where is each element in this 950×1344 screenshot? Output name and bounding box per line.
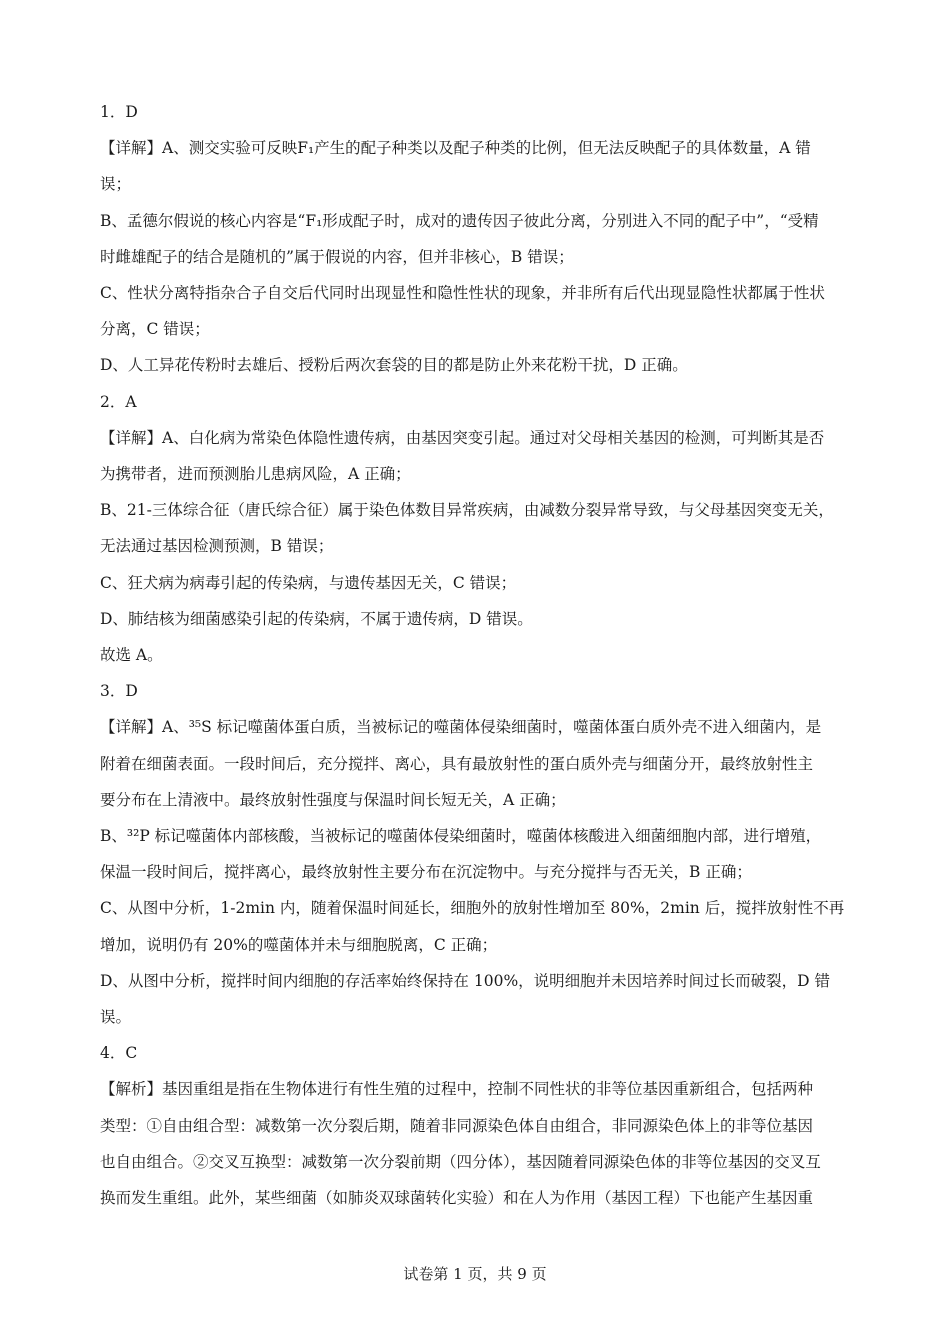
explanation-line: 换而发生重组。此外，某些细菌（如肺炎双球菌转化实验）和在人为作用（基因工程）下也能产生基因重 [100,1189,814,1208]
explanation-line: 【详解】A、测交实验可反映F₁产生的配子种类以及配子种类的比例，但无法反映配子的具体数量，A 错 [100,139,811,158]
explanation-line: B、孟德尔假说的核心内容是“F₁形成配子时，成对的遗传因子彼此分离，分别进入不同的配子中”，“受精 [100,211,819,230]
explanation-line: 要分布在上清液中。最终放射性强度与保温时间长短无关，A 正确； [100,790,566,809]
explanation-line: 时雌雄配子的结合是随机的”属于假说的内容，但并非核心，B 错误； [100,247,574,266]
explanation-line: 分离，C 错误； [100,320,210,339]
explanation-line: B、³²P 标记噬菌体内部核酸，当被标记的噬菌体侵染细菌时，噬菌体核酸进入细菌细胞内部，进行增殖， [100,827,822,846]
explanation-line: C、从图中分析，1-2min 内，随着保温时间延长，细胞外的放射性增加至 80%，2min 后，搅拌放射性不再 [100,899,845,918]
answer-content [100,94,852,1216]
answer-heading-3: 3．D [100,682,138,701]
explanation-line: D、肺结核为细菌感染引起的传染病，不属于遗传病，D 错误。 [100,609,533,628]
explanation-line: 保温一段时间后，搅拌离心，最终放射性主要分布在沉淀物中。与充分搅拌与否无关，B 正确； [100,863,752,882]
explanation-line: D、人工异花传粉时去雄后、授粉后两次套袋的目的都是防止外来花粉干扰，D 正确。 [100,356,688,375]
explanation-line: C、狂犬病为病毒引起的传染病，与遗传基因无关，C 错误； [100,573,517,592]
answer-heading-4: 4．C [100,1044,138,1063]
answer-heading-1: 1．D [100,103,138,121]
explanation-line: 增加，说明仍有 20%的噬菌体并未与细胞脱离，C 正确； [100,935,498,954]
explanation-line: 故选 A。 [100,646,163,665]
explanation-line: 类型：①自由组合型：减数第一次分裂后期，随着非同源染色体自由组合，非同源染色体上的非等位基因 [100,1116,814,1135]
explanation-line: 附着在细菌表面。一段时间后，充分搅拌、离心，具有最放射性的蛋白质外壳与细菌分开，最终放射性主 [100,754,814,773]
answer-heading-2: 2．A [100,392,137,411]
explanation-line: 为携带者，进而预测胎儿患病风险，A 正确； [100,465,411,484]
explanation-line: 误； [100,175,132,194]
explanation-line: 【详解】A、³⁵S 标记噬菌体蛋白质，当被标记的噬菌体侵染细菌时，噬菌体蛋白质外壳不进入细菌内，是 [100,718,822,737]
explanation-line: 【详解】A、白化病为常染色体隐性遗传病，由基因突变引起。通过对父母相关基因的检测，可判断其是否 [100,428,825,447]
explanation-line: C、性状分离特指杂合子自交后代同时出现显性和隐性性状的现象，并非所有后代出现显隐性状都属于性状 [100,284,825,303]
explanation-line: 也自由组合。②交叉互换型：减数第一次分裂前期（四分体），基因随着同源染色体的非等位基因的交叉互 [100,1152,821,1171]
explanation-line: 误。 [100,1008,132,1027]
explanation-line: 无法通过基因检测预测，B 错误； [100,537,334,556]
explanation-line: 【解析】基因重组是指在生物体进行有性生殖的过程中，控制不同性状的非等位基因重新组合，包括两种 [100,1080,814,1099]
explanation-line: B、21-三体综合征（唐氏综合征）属于染色体数目异常疾病，由减数分裂异常导致，与父母基因突变无关， [100,501,834,520]
explanation-line: D、从图中分析，搅拌时间内细胞的存活率始终保持在 100%，说明细胞并未因培养时间过长而破裂，D 错 [100,971,831,990]
page-footer: 试卷第 1 页，共 9 页 [403,1265,547,1283]
